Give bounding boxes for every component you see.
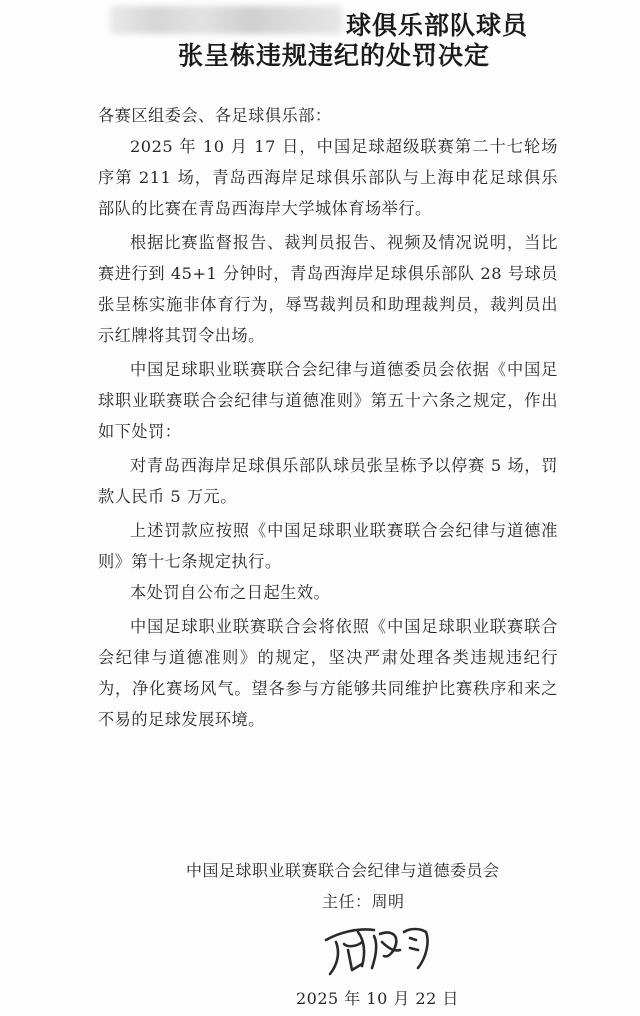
salutation: 各赛区组委会、各足球俱乐部：	[98, 106, 332, 125]
director-line: 主任：周明	[322, 892, 405, 911]
issuing-organization: 中国足球职业联赛联合会纪律与道德委员会	[186, 861, 500, 880]
document-body	[98, 100, 558, 735]
issue-date: 2025 年 10 月 22 日	[296, 989, 459, 1008]
handwritten-signature	[318, 918, 438, 980]
title-line-2: 张呈栋违规违纪的处罚决定	[178, 41, 491, 70]
paragraph-penalty: 对青岛西海岸足球俱乐部队球员张呈栋予以停赛 5 场，罚款人民币 5 万元。	[98, 456, 558, 506]
title-blurred-region	[110, 6, 342, 34]
paragraph-effective: 本处罚自公布之日起生效。	[130, 583, 331, 602]
paragraph-fine-execution: 上述罚款应按照《中国足球职业联赛联合会纪律与道德准则》第十七条规定执行。	[98, 521, 558, 571]
paragraph-match-info: 2025 年 10 月 17 日，中国足球超级联赛第二十七轮场序第 211 场，青岛西海岸足球俱乐部队与上海申花足球俱乐部队的比赛在青岛西海岸大学城体育场举行。	[98, 137, 558, 218]
document-title	[0, 2, 640, 68]
paragraph-incident: 根据比赛监督报告、裁判员报告、视频及情况说明，当比赛进行到 45+1 分钟时，青岛西海岸足球俱乐部队 28 号球员张呈栋实施非体育行为，辱骂裁判员和助理裁判员，裁判员出示红牌将其罚令出场。	[98, 233, 558, 345]
paragraph-basis: 中国足球职业联赛联合会纪律与道德委员会依据《中国足球职业联赛联合会纪律与道德准则》第五十六条之规定，作出如下处罚：	[98, 360, 558, 441]
paragraph-statement: 中国足球职业联赛联合会将依照《中国足球职业联赛联合会纪律与道德准则》的规定，坚决严肃处理各类违规违纪行为，净化赛场风气。望各参与方能够共同维护比赛秩序和来之不易的足球发展环境。	[98, 617, 558, 729]
title-line-1: 球俱乐部队球员	[346, 11, 529, 40]
